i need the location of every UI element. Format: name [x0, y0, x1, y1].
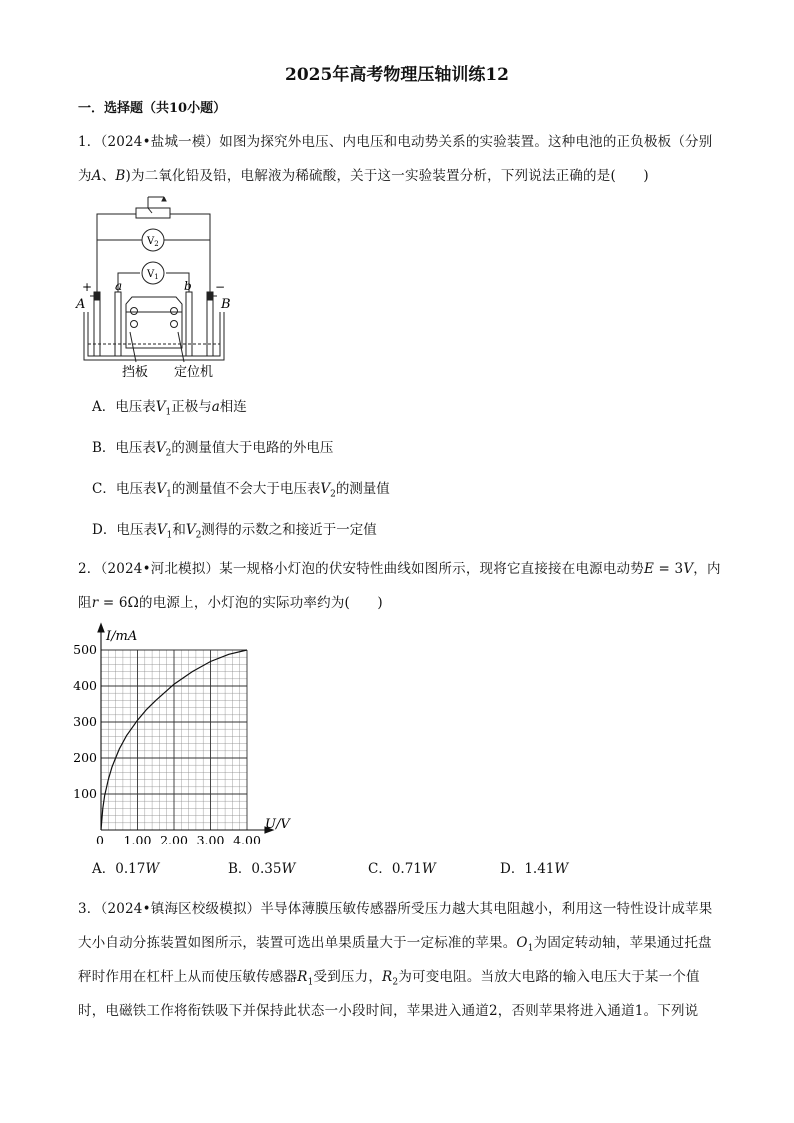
probe-b: [186, 292, 192, 356]
q3-stem-line-3: 秤时作用在杠杆上从而使压敏传感器$R_1$受到压力，$R_2$为可变电阻。当放大电路的输入电压大于某一个值: [78, 969, 700, 988]
y-tick-label: 500: [73, 642, 97, 657]
label-a-probe: a: [115, 279, 123, 293]
y-tick-label: 200: [73, 750, 97, 765]
q1-apparatus-figure: [74, 192, 244, 382]
label-b-electrode: B: [221, 297, 231, 312]
rheostat-icon: [136, 208, 170, 218]
q1-option-a[interactable]: A．电压表$V_1$正极与a相连: [92, 399, 247, 418]
q1-stem-line-2: 为A、B)为二氧化铅及铅，电解液为稀硫酸，关于这一实验装置分析，下列说法正确的是( ): [78, 168, 649, 184]
x-tick-label: 2.00: [160, 833, 188, 844]
electrolyte-container: [84, 312, 224, 360]
svg-text:V2: $V_2$: [147, 236, 159, 248]
y-tick-label: 100: [73, 786, 97, 801]
label-v2: V: [147, 236, 155, 247]
label-v1: V: [147, 269, 155, 280]
label-positioner: 定位机: [174, 365, 214, 380]
q1-stem-line-1: 1．（2024•盐城一模）如图为探究外电压、内电压和电动势关系的实验装置。这种电池的正负极板（分别: [78, 134, 713, 150]
q2-stem-line-1: 2．（2024•河北模拟）某一规格小灯泡的伏安特性曲线如图所示，现将它直接接在电源电动势E = 3V，内: [78, 561, 721, 577]
x-tick-label: 1.00: [123, 833, 152, 844]
electrode-b-plate: [207, 300, 213, 356]
iv-characteristic-chart: [70, 622, 310, 844]
q2-option-d[interactable]: D．1.41W: [500, 861, 569, 877]
svg-text:V1: $V_1$: [147, 269, 159, 281]
page-title: 2025年高考物理压轴训练12: [285, 65, 509, 85]
probe-a: [115, 292, 121, 356]
q2-option-b[interactable]: B．0.35W: [228, 861, 296, 877]
label-a-electrode: A: [76, 297, 86, 312]
inner-cell-box: [126, 312, 182, 348]
y-axis-arrow: [98, 624, 104, 632]
y-tick-label: 300: [73, 714, 97, 729]
x-tick-label: 4.00: [233, 833, 261, 844]
x-tick-label: 3.00: [196, 833, 225, 844]
label-plus: +: [82, 280, 93, 294]
q1-option-c[interactable]: C．电压表$V_1$的测量值不会大于电压表$V_2$的测量值: [92, 481, 390, 500]
q2-stem-line-2: 阻r = 6Ω的电源上，小灯泡的实际功率约为( ): [78, 595, 383, 611]
q3-stem-line-4: 时，电磁铁工作将衔铁吸下并保持此状态一小段时间，苹果进入通道2，否则苹果将进入通道1。下列说: [78, 1003, 699, 1019]
q2-option-c[interactable]: C．0.71W: [368, 861, 436, 877]
q1-option-b[interactable]: B．电压表$V_2$的测量值大于电路的外电压: [92, 440, 334, 459]
x-axis-label: U/V: [265, 817, 290, 832]
q2-option-a[interactable]: A．0.17W: [92, 861, 160, 877]
q3-stem-line-2: 大小自动分拣装置如图所示，装置可选出单果质量大于一定标准的苹果。$O_1$为固定转动轴，苹果通过托盘: [78, 935, 712, 954]
q1-option-d[interactable]: D．电压表$V_1$和$V_2$测得的示数之和接近于一定值: [92, 522, 377, 541]
electrode-a-plate: [94, 300, 100, 356]
y-tick-label: 400: [73, 678, 97, 693]
x-tick-label: 0: [96, 833, 104, 844]
y-axis-label: I/mA: [106, 629, 138, 644]
label-minus: −: [215, 280, 226, 294]
q3-stem-line-1: 3．（2024•镇海区校级模拟）半导体薄膜压敏传感器所受压力越大其电阻越小，利用这一特性设计成苹果: [78, 901, 713, 917]
section-heading: 一．选择题（共10小题）: [78, 101, 227, 116]
label-b-probe: b: [184, 279, 192, 293]
label-baffle: 挡板: [122, 365, 149, 380]
